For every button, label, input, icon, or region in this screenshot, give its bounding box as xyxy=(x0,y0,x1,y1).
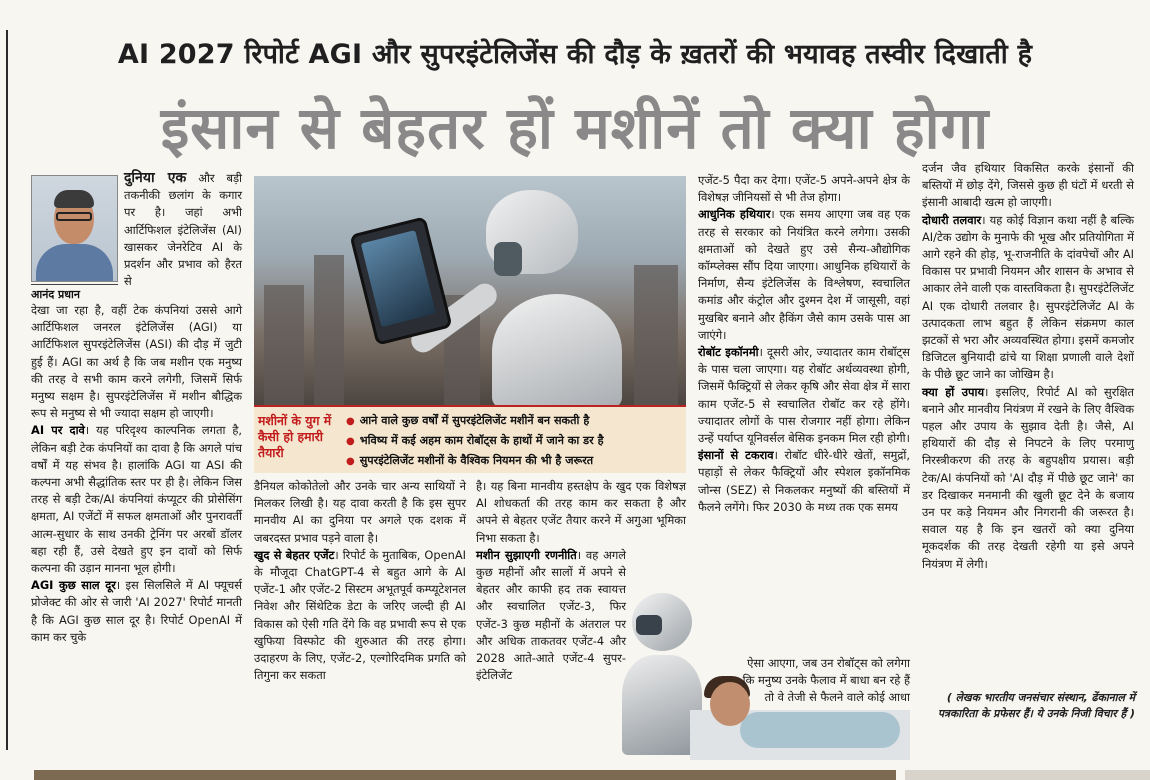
intro-text-a: और बड़ी तकनीकी छलांग के कगार पर है। जहां अभी आर्टिफिशल इंटेलिजेंस (AI) खासकर जेनरेटिव AI के प्रदर्शन और प्रभाव को हैरत से xyxy=(124,171,242,289)
callout-title: मशीनों के युग में कैसी हो हमारी तैयारी xyxy=(258,413,332,460)
robot-tablet-photo xyxy=(254,176,686,405)
section-weapons-heading: आधुनिक हथियार xyxy=(698,207,771,222)
author-photo xyxy=(31,175,118,282)
section-better-agent-body: । रिपोर्ट के मुताबिक, OpenAI के मौजूदा ChatGPT-4 से बहुत आगे के AI एजेंट-1 और एजेंट-2 सिस्टम अभूतपूर्व कम्प्यूटेशनल निवेश और सिंथेटिक डेटा के जरिए जल्दी ही AI विकास को ऐसी गति देंगे कि वह प्रभावी रूप से एक खुफिया विस्फोट की शुरुआत की तरह होगा। उदाहरण के लिए, एजेंट-2, एल्गोरिदमिक प्रगति को तिगुना कर सकता xyxy=(254,547,466,683)
section-remedies-body: । इसलिए, रिपोर्ट AI को सुरक्षित बनाने और मानवीय नियंत्रण में रखने के लिए वैश्विक पहल और उपाय के सुझाव देती है। जैसे, AI हथियारों की दौड़ से निपटने के लिए परमाणु निरस्त्रीकरण की तरह के बहुपक्षीय प्रयास। बड़ी टेक/AI कंपनियों को 'AI दौड़ में पीछे छूट जाने' का डर दिखाकर मनमानी की खुली छूट देने के बजाय उन पर कड़े नियमन और निगरानी की जरूरत है। सवाल यह है कि इन खतरों को क्या दुनिया मूकदर्शक की तरह देखती रहेगी या इसे अपने नियंत्रण में लेगी। xyxy=(922,384,1134,571)
col5-paragraph: दर्जन जैव हथियार विकसित करके इंसानों की बस्तियों में छोड़ देंगे, जिससे कुछ ही घंटों में धरती से इंसानी आबादी खत्म हो जाएगी। xyxy=(922,161,1134,210)
section-ai-claims-body: । यह परिदृश्य काल्पनिक लगता है, लेकिन बड़ी टेक कंपनियों का दावा है कि अगले पांच वर्षों में यह संभव है। हालांकि AGI या ASI की कल्पना अभी सैद्धांतिक स्तर पर ही है। लेकिन जिस तरह से बड़ी टेक/AI कंपनियां कंप्यूटर की प्रोसेसिंग क्षमता, AI एजेंटों में सफल क्षमताओं और पुनरावर्ती आत्म-सुधार के साथ उनकी ट्रेनिंग पर अरबों डॉलर बहा रही हैं, उसे देखते हुए इन दावों को सिर्फ कल्पना की उड़ान मानना भूल होगी। xyxy=(31,423,242,576)
section-conflict-body-a: । रोबॉट धीरे-धीरे खेतों, समुद्रों, पहाड़ों से लेकर फैक्ट्रियों और स्पेशल इकॉनमिक जोन्स (SEZ) से निकलकर मनुष्यों की बस्तियों में फैलने लगेंगे। फिर 2030 के मध्य तक एक समय xyxy=(698,448,910,514)
main-headline: इंसान से बेहतर हों मशीनें तो क्या होगा xyxy=(160,94,990,162)
section-ai-claims-heading: AI पर दावे xyxy=(31,423,85,438)
author-note: ( लेखक भारतीय जनसंचार संस्थान, ढेंकानाल में पत्रकारिता के प्रफेसर हैं। ये उनके निजी विचार हैं ) xyxy=(937,691,1135,720)
intro-text-b: देखा जा रहा है, वहीं टेक कंपनियां उससे आगे आर्टिफिशल जनरल इंटेलिजेंस (AGI) या आर्टिफिशल सुपरइंटेलिजेंस (ASI) की दौड़ में जुटी हुई हैं। AGI का अर्थ है कि जब मशीन एक मनुष्य की तरह वे सभी काम करने लगेगी, जिसमें सिर्फ मनुष्य सक्षम है। सुपरइंटेलिजेंस में मशीन बौद्धिक रूप से मनुष्य से भी ज्यादा सक्षम हो जाएगी। xyxy=(31,303,242,421)
section-weapons-body: । एक समय आएगा जब वह एक तरह से सरकार को नियंत्रित करने लगेगा। उसकी क्षमताओं को देखते हुए उसे सैन्य-औद्योगिक कॉम्प्लेक्स सौंप दिया जाएगा। आधुनिक हथियारों के निर्माण, सैन्य इंटेलिजेंस के विश्लेषण, स्वचालित कमांड और कंट्रोल और दुश्मन देश में जासूसी, वहां मुखबिर बनाने और हैकिंग जैसे काम उसके पास आ जाएंगे। xyxy=(698,207,910,342)
section-strategy-body: । वह अगले कुछ महीनों और सालों में अपने से बेहतर और काफी हद तक स्वायत्त और स्वचालित एजेंट-3, फिर एजेंट-3 कुछ महीनों के अंतराल पर और अधिक ताकतवर एजेंट-4 और 2028 आते-आते एजेंट-4 सुपर-इंटेलिजेंट xyxy=(476,547,627,683)
article-column-1 xyxy=(31,302,242,646)
section-conflict-body-b: ऐसा आएगा, जब उन रोबॉट्स को लगेगा कि मनुष्य उनके फैलाव में बाधा बन रहे हैं तो वे तेजी से फैलने वाले कोई आधा xyxy=(742,656,910,705)
section-double-edge-heading: दोधारी तलवार xyxy=(922,212,982,227)
article-column-2 xyxy=(254,478,466,684)
section-strategy-heading: मशीन सुझाएगी रणनीति xyxy=(476,547,577,562)
callout-point: ● आने वाले कुछ वर्षों में सुपरइंटेलिजेंट मशीनें बन सकती है xyxy=(346,411,684,431)
author-name: आनंद प्रधान xyxy=(31,284,118,302)
section-remedies-heading: क्या हों उपाय xyxy=(922,384,985,399)
section-robot-economy-body: । दूसरी ओर, ज्यादातर काम रोबॉट्स के पास चला जाएगा। यह रोबॉट अर्थव्यवस्था होगी, जिसमें फैक्ट्रियों से लेकर कृषि और सेवा क्षेत्र में सारा काम एजेंट-5 से स्वचालित रोबॉट कर रहे होंगे। ज्यादातर लोगों के पास रोजगार नहीं होगा। लेकिन उन्हें पर्याप्त यूनिवर्सल बेसिक इनकम मिल रही होगी। xyxy=(698,345,910,446)
col4-paragraph: एजेंट-5 पैदा कर देगा। एजेंट-5 अपने-अपने क्षेत्र के विशेषज्ञ जीनियसों से भी तेज होगा। xyxy=(698,173,910,205)
kicker-headline: AI 2027 रिपोर्ट AGI और सुपरइंटेलिजेंस की दौड़ के ख़तरों की भयावह तस्वीर दिखाती है xyxy=(117,39,1033,70)
section-robot-economy-heading: रोबॉट इकॉनमी xyxy=(698,345,759,360)
col2-paragraph: डैनियल कोकोतेलो और उनके चार अन्य साथियों ने मिलकर लिखी है। यह दावा करती है कि इस सुपर मानवीय AI का दुनिया पर अगले एक दशक में जबरदस्त प्रभाव पड़ने वाला है। xyxy=(254,479,466,545)
section-conflict-heading: इंसानों से टकराव xyxy=(698,448,774,463)
callout-point: ● भविष्य में कई अहम काम रोबॉट्स के हाथों में जाने का डर है xyxy=(346,431,684,451)
next-article-edge xyxy=(905,770,1150,780)
section-double-edge-body: । यह कोई विज्ञान कथा नहीं है बल्कि AI/टेक उद्योग के मुनाफे की भूख और प्रतियोगिता में आगे रहने की होड़, भू-राजनीति के दांवपेचों और AI विकास पर प्रभावी नियमन और शासन के अभाव से आकार लेने वाली एक वास्तविकता है। सुपरइंटेलिजेंट AI एक दोधारी तलवार है। सुपरइंटेलिजेंट AI के उत्पादकता लाभ बहुत हैं लेकिन संक्रमण काल झटकों से भरा और अव्यवस्थित होगा। इसमें कमजोर डिजिटल बुनियादी ढांचे या शिक्षा प्रणाली वाले देशों के पीछे छूट जाने का जोखिम है। xyxy=(922,212,1135,382)
article-column-1-top xyxy=(124,170,242,290)
next-article-photo-edge xyxy=(34,770,896,780)
article-column-4 xyxy=(698,172,910,516)
section-better-agent-heading: खुद से बेहतर एजेंट xyxy=(254,547,335,562)
col3-paragraph: है। यह बिना मानवीय हस्तक्षेप के खुद एक विशेषज्ञ AI शोधकर्ता की तरह काम कर सकता है और अपने से बेहतर एजेंट तैयार करने में अगुआ भूमिका निभा सकता है। xyxy=(476,479,686,545)
intro-lead: दुनिया एक xyxy=(124,170,187,186)
article-column-5 xyxy=(922,160,1134,573)
section-agi-years-heading: AGI कुछ साल दूर xyxy=(31,578,116,593)
callout-list xyxy=(346,411,684,471)
article-column-4-end xyxy=(740,655,910,707)
section-agi-years-body: । इस सिलसिले में AI फ्यूचर्स प्रोजेक्ट की ओर से जारी 'AI 2027' रिपोर्ट मानती है कि AGI कुछ साल दूर है। रिपोर्ट OpenAI में काम कर चुके xyxy=(31,578,242,644)
callout-box xyxy=(254,405,686,473)
callout-point: ● सुपरइंटेलिजेंट मशीनों के वैश्विक नियमन की भी है जरूरत xyxy=(346,451,684,471)
